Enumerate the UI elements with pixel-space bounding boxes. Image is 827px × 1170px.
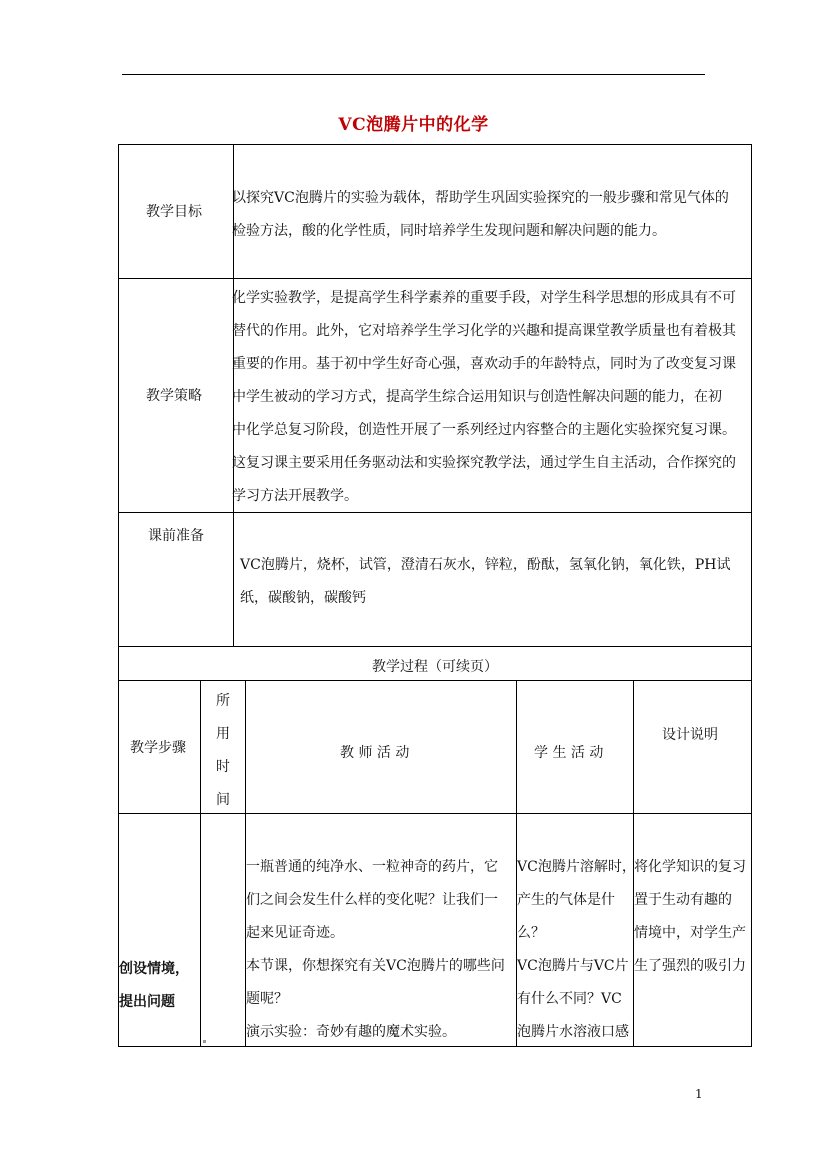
strategy-text-line-3: 重要的作用。基于初中学生好奇心强，喜欢动手的年龄特点，同时为了改变复习课 xyxy=(232,356,736,372)
column-design: 设计说明 xyxy=(662,727,718,743)
strategy-text-line-1: 化学实验教学，是提高学生科学素养的重要手段，对学生科学思想的形成具有不可 xyxy=(232,290,736,306)
row1-student-line-1: VC泡腾片溶解时， xyxy=(517,859,636,875)
column-teacher: 教 师 活 动 xyxy=(340,745,410,761)
row1-teacher-line-1: 一瓶普通的纯净水、一粒神奇的药片，它 xyxy=(246,859,498,875)
goal-text-line-1: 以探究VC泡腾片的实验为载体，帮助学生巩固实验探究的一般步骤和常见气体的 xyxy=(232,190,729,206)
prep-text-line-1: VC泡腾片，烧杯，试管，澄清石灰水，锌粒，酚酞，氢氧化钠，氧化铁，PH试 xyxy=(240,557,731,573)
goal-label: 教学目标 xyxy=(146,204,202,220)
row1-design-line-4: 生了强烈的吸引力 xyxy=(634,958,746,974)
row1-teacher-line-5: 题呢？ xyxy=(246,991,288,1007)
row1-teacher-line-3: 起来见证奇迹。 xyxy=(246,925,344,941)
strategy-text-line-2: 替代的作用。此外，它对培养学生学习化学的兴趣和提高课堂教学质量也有着极其 xyxy=(232,323,736,339)
row1-design-line-3: 情境中，对学生产 xyxy=(634,925,746,941)
row1-teacher-line-4: 本节课，你想探究有关VC泡腾片的哪些问 xyxy=(246,958,505,974)
row1-teacher-line-2: 们之间会发生什么样的变化呢？让我们一 xyxy=(246,892,498,908)
row1-student-line-2: 产生的气体是什 xyxy=(517,892,615,908)
column-time-char-4: 间 xyxy=(216,792,230,808)
column-student: 学 生 活 动 xyxy=(534,745,604,761)
prep-label: 课前准备 xyxy=(148,528,204,544)
stray-mark xyxy=(203,1040,206,1043)
row1-student-line-6: 泡腾片水溶液口感 xyxy=(517,1024,629,1040)
page-number: 1 xyxy=(695,1087,703,1101)
strategy-text-line-4: 中学生被动的学习方式，提高学生综合运用知识与创造性解决问题的能力，在初 xyxy=(232,389,722,405)
strategy-text-line-6: 这复习课主要采用任务驱动法和实验探究教学法，通过学生自主活动，合作探究的 xyxy=(232,455,736,471)
column-time xyxy=(200,685,246,817)
row1-design-line-2: 置于生动有趣的 xyxy=(634,892,732,908)
strategy-text-line-7: 学习方法开展教学。 xyxy=(232,488,358,504)
column-time-char-2: 用 xyxy=(216,726,230,742)
goal-text-line-2: 检验方法，酸的化学性质，同时培养学生发现问题和解决问题的能力。 xyxy=(232,223,666,239)
row1-step-line-1: 创设情境， xyxy=(119,961,189,977)
row1-design-line-1: 将化学知识的复习 xyxy=(634,859,746,875)
prep-text-line-2: 纸，碳酸钠，碳酸钙 xyxy=(240,590,366,606)
header-rule xyxy=(122,74,705,75)
document-title: VC泡腾片中的化学 xyxy=(338,115,489,135)
column-time-char-3: 时 xyxy=(216,759,230,775)
row1-student-line-4: VC泡腾片与VC片 xyxy=(517,958,629,974)
process-heading: 教学过程（可续页） xyxy=(372,659,498,675)
row1-teacher-line-6: 演示实验：奇妙有趣的魔术实验。 xyxy=(246,1024,456,1040)
row1-student-line-5: 有什么不同？VC xyxy=(517,991,622,1007)
row1-student-line-3: 么？ xyxy=(517,925,545,941)
strategy-text-line-5: 中化学总复习阶段，创造性开展了一系列经过内容整合的主题化实验探究复习课。 xyxy=(232,422,736,438)
row1-step-line-2: 提出问题 xyxy=(119,994,175,1010)
column-step: 教学步骤 xyxy=(130,740,186,756)
column-time-char-1: 所 xyxy=(216,693,230,709)
strategy-label: 教学策略 xyxy=(146,388,202,404)
